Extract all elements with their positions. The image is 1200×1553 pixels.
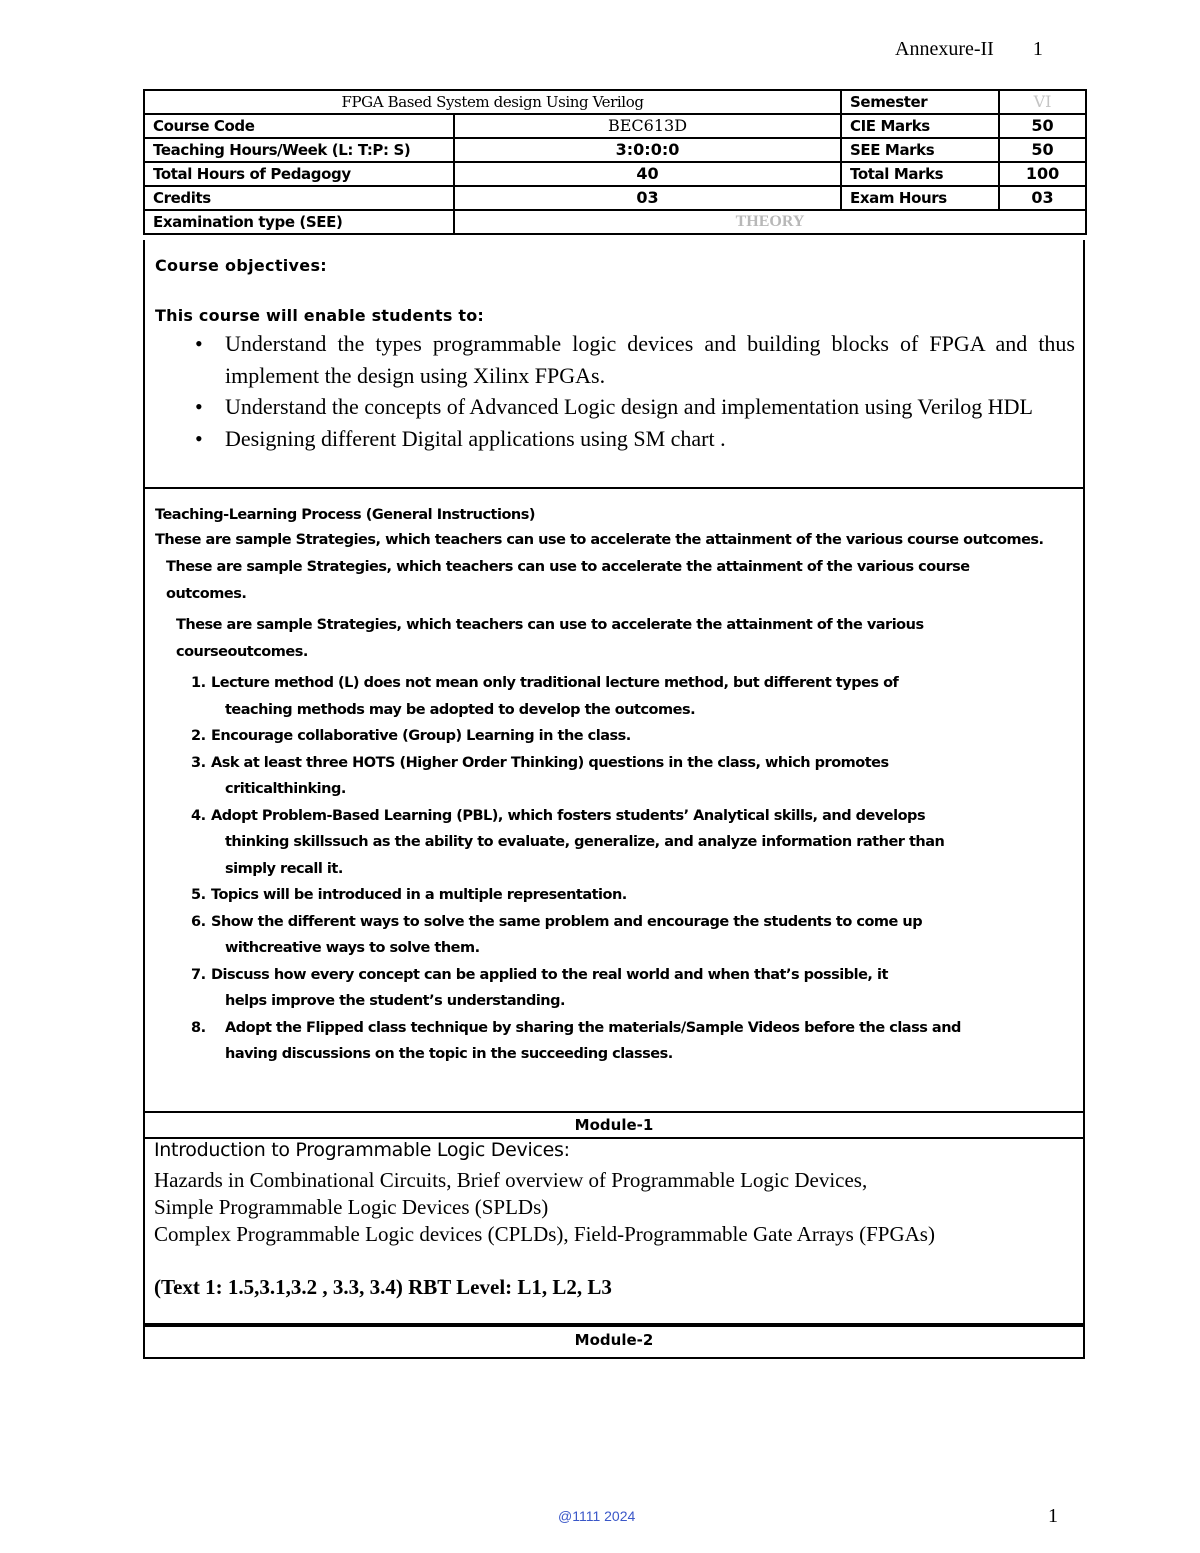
- step-line: Adopt Problem-Based Learning (PBL), which fosters students’ Analytical skills, and develops: [211, 807, 926, 824]
- objectives-subtitle: This course will enable students to:: [155, 306, 485, 325]
- table-row: [144, 114, 1086, 138]
- course-code-value: BEC613D: [454, 114, 841, 138]
- list-item: • Designing different Digital applications using SM chart .: [225, 423, 1075, 455]
- see-marks-label: SEE Marks: [841, 138, 999, 162]
- title-row: [144, 90, 1086, 114]
- list-item: • Understand the concepts of Advanced Logic design and implementation using Verilog HDL: [225, 391, 1075, 423]
- table-row: [144, 186, 1086, 210]
- total-marks-label: Total Marks: [841, 162, 999, 186]
- module-1-content: [143, 1137, 1085, 1327]
- list-item: [155, 882, 1065, 909]
- module-2-heading: Module-2: [574, 1331, 654, 1349]
- page-header: [895, 38, 1043, 61]
- credits-label: Credits: [144, 186, 454, 210]
- step-line: helps improve the student’s understanding.: [225, 993, 566, 1009]
- table-row: [144, 162, 1086, 186]
- list-item: • Understand the types programmable logic devices and building blocks of FPGA and thus implement the design using Xilinx FPGAs.: [225, 328, 1075, 391]
- step-line: Discuss how every concept can be applied to the real world and when that’s possible, it: [211, 966, 888, 983]
- step-line: Adopt the Flipped class technique by sharing the materials/Sample Videos before the class and: [225, 1019, 961, 1036]
- step-line: teaching methods may be adopted to develop the outcomes.: [225, 701, 696, 718]
- step-line: withcreative ways to solve them.: [225, 940, 480, 956]
- tlp-line: outcomes.: [166, 586, 247, 602]
- step-number: 7.: [191, 966, 206, 983]
- teaching-hours-label: Teaching Hours/Week (L: T:P: S): [144, 138, 454, 162]
- module-1-reference: (Text 1: 1.5,3.1,3.2 , 3.3, 3.4) RBT Level: L1, L2, L3: [154, 1275, 612, 1299]
- course-code-label: Course Code: [144, 114, 454, 138]
- see-marks-value: 50: [999, 138, 1086, 162]
- step-number: 3.: [191, 754, 206, 771]
- module-1-heading: Module-1: [574, 1116, 654, 1134]
- module-1-title: Introduction to Programmable Logic Devices:: [154, 1139, 570, 1161]
- tlp-paragraph: [166, 554, 1065, 608]
- teaching-learning-section: [143, 487, 1085, 1113]
- tlp-steps-list: [155, 670, 1065, 1068]
- exam-type-label: Examination type (SEE): [144, 210, 454, 234]
- list-item: [155, 803, 1065, 883]
- exam-hours-value: 03: [999, 186, 1086, 210]
- step-number: 4.: [191, 807, 206, 824]
- pedagogy-hours-value: 40: [454, 162, 841, 186]
- step-number: 1.: [191, 675, 206, 691]
- pedagogy-hours-label: Total Hours of Pedagogy: [144, 162, 454, 186]
- topic-line: Complex Programmable Logic devices (CPLDs), Field-Programmable Gate Arrays (FPGAs): [154, 1222, 935, 1246]
- list-item: [155, 1015, 1065, 1068]
- step-number: 8.: [191, 1019, 206, 1036]
- topic-line: Hazards in Combinational Circuits, Brief overview of Programmable Logic Devices,: [154, 1168, 868, 1192]
- module-1-header: [143, 1111, 1085, 1139]
- module-1-topics: [154, 1167, 935, 1248]
- step-line: simply recall it.: [225, 860, 343, 877]
- list-item: [155, 909, 1065, 962]
- topic-line: Simple Programmable Logic Devices (SPLDs): [154, 1195, 549, 1219]
- objectives-list: [145, 328, 1085, 454]
- cie-marks-label: CIE Marks: [841, 114, 999, 138]
- exam-hours-label: Exam Hours: [841, 186, 999, 210]
- semester-label: Semester: [841, 90, 999, 114]
- step-line: thinking skillssuch as the ability to evaluate, generalize, and analyze information rather than: [225, 834, 945, 850]
- table-row: [144, 138, 1086, 162]
- step-line: criticalthinking.: [225, 781, 346, 797]
- step-number: 6.: [191, 913, 206, 930]
- tlp-line: These are sample Strategies, which teachers can use to accelerate the attainment of the various: [176, 617, 924, 633]
- step-line: Encourage collaborative (Group) Learning in the class.: [211, 728, 631, 744]
- list-item: [155, 723, 1065, 750]
- footer-watermark: @1111 2024: [558, 1508, 636, 1524]
- exam-type-value: THEORY: [454, 210, 1086, 234]
- tlp-title: Teaching-Learning Process (General Instructions): [155, 507, 535, 523]
- table-row: [144, 210, 1086, 234]
- module-2-header: [143, 1323, 1085, 1359]
- step-line: having discussions on the topic in the succeeding classes.: [225, 1046, 673, 1062]
- tlp-paragraph: These are sample Strategies, which teachers can use to accelerate the attainment of the various course outcomes.: [155, 532, 1044, 548]
- tlp-paragraph: [176, 612, 1065, 666]
- header-page-number: 1: [1032, 38, 1043, 60]
- step-line: Topics will be introduced in a multiple representation.: [211, 887, 627, 903]
- teaching-hours-value: 3:0:0:0: [454, 138, 841, 162]
- step-line: Ask at least three HOTS (Higher Order Thinking) questions in the class, which promotes: [211, 754, 889, 771]
- list-item: [155, 670, 1065, 723]
- objectives-title: Course objectives:: [155, 256, 327, 275]
- course-objectives-section: [143, 240, 1085, 489]
- tlp-line: courseoutcomes.: [176, 644, 308, 660]
- course-info-table: [143, 89, 1087, 235]
- cie-marks-value: 50: [999, 114, 1086, 138]
- step-line: Lecture method (L) does not mean only traditional lecture method, but different types of: [211, 675, 899, 691]
- step-number: 5.: [191, 887, 206, 903]
- footer-page-number: 1: [1048, 1505, 1058, 1527]
- list-item: [155, 962, 1065, 1015]
- course-title: FPGA Based System design Using Verilog: [144, 90, 841, 114]
- list-item: [155, 750, 1065, 803]
- semester-value: VI: [999, 90, 1086, 114]
- tlp-line: These are sample Strategies, which teachers can use to accelerate the attainment of the various course: [166, 559, 970, 575]
- step-line: Show the different ways to solve the same problem and encourage the students to come up: [211, 913, 923, 930]
- credits-value: 03: [454, 186, 841, 210]
- step-number: 2.: [191, 728, 206, 744]
- total-marks-value: 100: [999, 162, 1086, 186]
- annexure-label: Annexure-II: [895, 38, 994, 60]
